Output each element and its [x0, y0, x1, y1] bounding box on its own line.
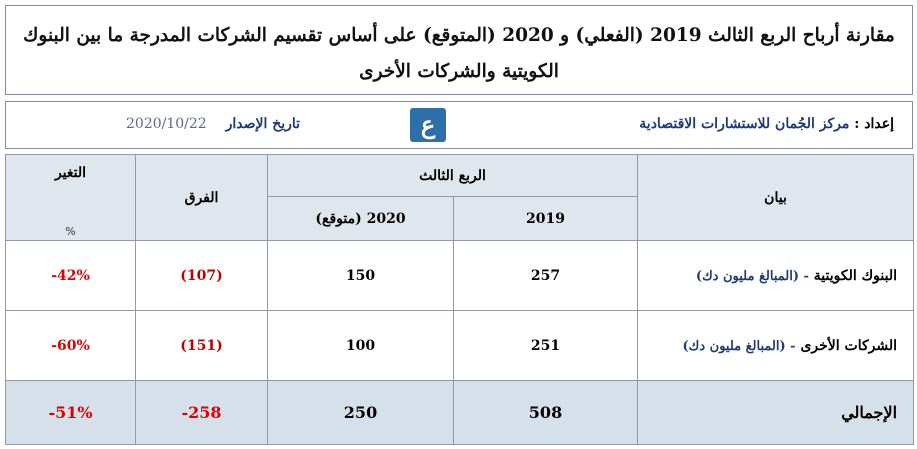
- total-label: الإجمالي: [638, 381, 914, 445]
- total-2019: 508: [454, 381, 638, 445]
- row-change: -42%: [6, 241, 136, 311]
- row-label-text: البنوك الكويتية: [813, 267, 898, 284]
- header-2019: 2019: [454, 197, 638, 241]
- title-box: [5, 5, 913, 95]
- row-2019: 257: [454, 241, 638, 311]
- header-item: بيان: [638, 155, 914, 241]
- page-title: مقارنة أرباح الربع الثالث 2019 (الفعلي) و 2020 (المتوقع) على أساس تقسيم الشركات المدرجة ما بين البنوك الكويتية والشركات الأخرى: [23, 25, 895, 82]
- row-label-text: الشركات الأخرى: [800, 337, 898, 354]
- row-2020: 100: [268, 311, 454, 381]
- row-2020: 150: [268, 241, 454, 311]
- row-label: [638, 241, 914, 311]
- total-change: -51%: [6, 381, 136, 445]
- header-change-unit: %: [65, 225, 76, 238]
- row-diff: (151): [136, 311, 268, 381]
- table-header-row: [6, 155, 914, 197]
- company-logo-icon: ع: [410, 108, 446, 142]
- issue-date: [126, 116, 300, 132]
- row-label: [638, 311, 914, 381]
- table-row: [6, 311, 914, 381]
- row-unit: - (المبالغ مليون دك): [682, 338, 796, 354]
- header-2020: 2020 (متوقع): [268, 197, 454, 241]
- total-row: [6, 381, 914, 445]
- issue-date-value: 2020/10/22: [126, 116, 207, 132]
- table-row: [6, 241, 914, 311]
- info-bar: [5, 101, 913, 149]
- total-diff: -258: [136, 381, 268, 445]
- prepared-label: إعداد :: [854, 116, 894, 132]
- row-unit: - (المبالغ مليون دك): [695, 268, 809, 284]
- prepared-by: [639, 116, 894, 132]
- total-2020: 250: [268, 381, 454, 445]
- earnings-table: [5, 154, 914, 445]
- issue-date-label: تاريخ الإصدار: [225, 116, 301, 132]
- row-2019: 251: [454, 311, 638, 381]
- row-diff: (107): [136, 241, 268, 311]
- header-diff: الفرق: [136, 155, 268, 241]
- header-quarter: الربع الثالث: [268, 155, 638, 197]
- prepared-by-value: مركز الجُمان للاستشارات الاقتصادية: [639, 116, 850, 132]
- header-change: التغير %: [6, 155, 136, 241]
- row-change: -60%: [6, 311, 136, 381]
